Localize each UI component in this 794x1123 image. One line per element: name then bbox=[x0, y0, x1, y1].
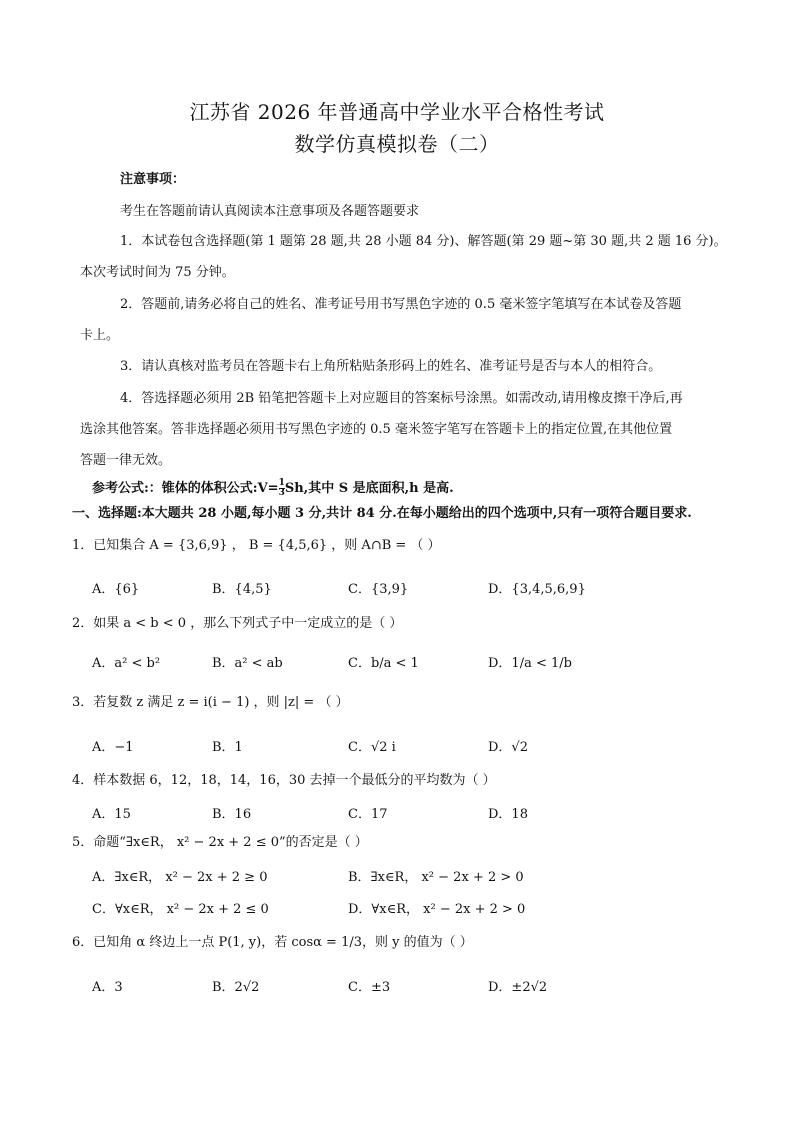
question-3-option-b[interactable]: B．1 bbox=[212, 740, 243, 755]
question-2-option-c[interactable]: C．b/a < 1 bbox=[348, 656, 419, 671]
question-5-option-b[interactable]: B．∃x∈R， x² − 2x + 2 > 0 bbox=[348, 870, 524, 885]
question-5-option-a[interactable]: A．∃x∈R， x² − 2x + 2 ≥ 0 bbox=[92, 870, 268, 885]
question-2-option-a[interactable]: A．a² < b² bbox=[92, 656, 161, 671]
notice-heading: 注意事项： bbox=[120, 172, 186, 187]
notice-item-4: 4．答选择题必须用 2B 铅笔把答题卡上对应题目的答案标号涂黑。如需改动,请用橡皮擦干净后,再 bbox=[120, 391, 683, 406]
question-6-stem: 6．已知角 α 终边上一点 P(1, y)，若 cosα = 1/3，则 y 的值为（ ） bbox=[72, 935, 473, 950]
question-6-option-a[interactable]: A．3 bbox=[92, 980, 123, 995]
question-1-option-c[interactable]: C．{3,9} bbox=[348, 582, 409, 597]
question-6-option-c[interactable]: C．±3 bbox=[348, 980, 391, 995]
question-5-option-d[interactable]: D．∀x∈R， x² − 2x + 2 > 0 bbox=[348, 902, 526, 917]
question-1-option-d[interactable]: D．{3,4,5,6,9} bbox=[488, 582, 586, 597]
question-2-option-d[interactable]: D．1/a < 1/b bbox=[488, 656, 572, 671]
question-6-option-b[interactable]: B．2√2 bbox=[212, 980, 260, 995]
question-3-option-a[interactable]: A．−1 bbox=[92, 740, 134, 755]
notice-item-2-cont: 卡上。 bbox=[80, 328, 120, 343]
exam-title: 江苏省 2026 年普通高中学业水平合格性考试 bbox=[189, 100, 605, 124]
notice-item-3: 3．请认真核对监考员在答题卡右上角所粘贴条形码上的姓名、准考证号是否与本人的相符合。 bbox=[120, 359, 662, 374]
notice-item-1: 1．本试卷包含选择题(第 1 题第 28 题,共 28 小题 84 分)、解答题(第 29 题~第 30 题,共 2 题 16 分)。 bbox=[120, 234, 727, 249]
formula-frac-den: 3 bbox=[278, 488, 285, 498]
question-3-option-c[interactable]: C．√2 i bbox=[348, 740, 396, 755]
reference-formula bbox=[92, 479, 454, 498]
question-4-option-d[interactable]: D．18 bbox=[488, 807, 528, 822]
question-3-stem: 3．若复数 z 满足 z = i(i − 1) ，则 |z| = （ ） bbox=[72, 695, 349, 710]
question-6-option-d[interactable]: D．±2√2 bbox=[488, 980, 548, 995]
question-1-stem: 1．已知集合 A = {3,6,9} ， B = {4,5,6} ，则 A∩B = （ ） bbox=[72, 538, 441, 553]
question-3-option-d[interactable]: D．√2 bbox=[488, 740, 528, 755]
notice-intro: 考生在答题前请认真阅读本注意事项及各题答题要求 bbox=[120, 204, 420, 219]
question-2-stem: 2．如果 a < b < 0 ，那么下列式子中一定成立的是（ ） bbox=[72, 616, 403, 631]
question-4-stem: 4．样本数据 6，12，18，14，16，30 去掉一个最低分的平均数为（ ） bbox=[72, 773, 496, 788]
notice-item-2: 2．答题前,请务必将自己的姓名、准考证号用书写黑色字迹的 0.5 毫米签字笔填写在本试卷及答题 bbox=[120, 297, 682, 312]
formula-frac-num: 1 bbox=[278, 478, 285, 488]
notice-item-4-cont2: 答题一律无效。 bbox=[80, 453, 172, 468]
notice-item-4-cont1: 选涂其他答案。答非选择题必须用书写黑色字迹的 0.5 毫米签字笔写在答题卡上的指定位置,在其他位置 bbox=[80, 422, 673, 437]
question-4-option-c[interactable]: C．17 bbox=[348, 807, 388, 822]
formula-suffix: Sh,其中 S 是底面积,h 是高. bbox=[284, 481, 454, 496]
question-1-option-a[interactable]: A．{6} bbox=[92, 582, 140, 597]
question-4-option-b[interactable]: B．16 bbox=[212, 807, 252, 822]
question-1-option-b[interactable]: B．{4,5} bbox=[212, 582, 272, 597]
question-5-option-c[interactable]: C．∀x∈R， x² − 2x + 2 ≤ 0 bbox=[92, 902, 269, 917]
exam-subtitle: 数学仿真模拟卷（二） bbox=[294, 132, 500, 156]
section-1-heading: 一、选择题:本大题共 28 小题,每小题 3 分,共计 84 分.在每小题给出的四个选项中,只有一项符合题目要求. bbox=[72, 506, 692, 521]
formula-prefix: 参考公式:：锥体的体积公式:V= bbox=[92, 481, 279, 496]
notice-item-1-cont: 本次考试时间为 75 分钟。 bbox=[80, 265, 235, 280]
question-2-option-b[interactable]: B．a² < ab bbox=[212, 656, 283, 671]
question-5-stem: 5．命题“∃x∈R， x² − 2x + 2 ≤ 0”的否定是（ ） bbox=[72, 835, 368, 850]
question-4-option-a[interactable]: A．15 bbox=[92, 807, 131, 822]
